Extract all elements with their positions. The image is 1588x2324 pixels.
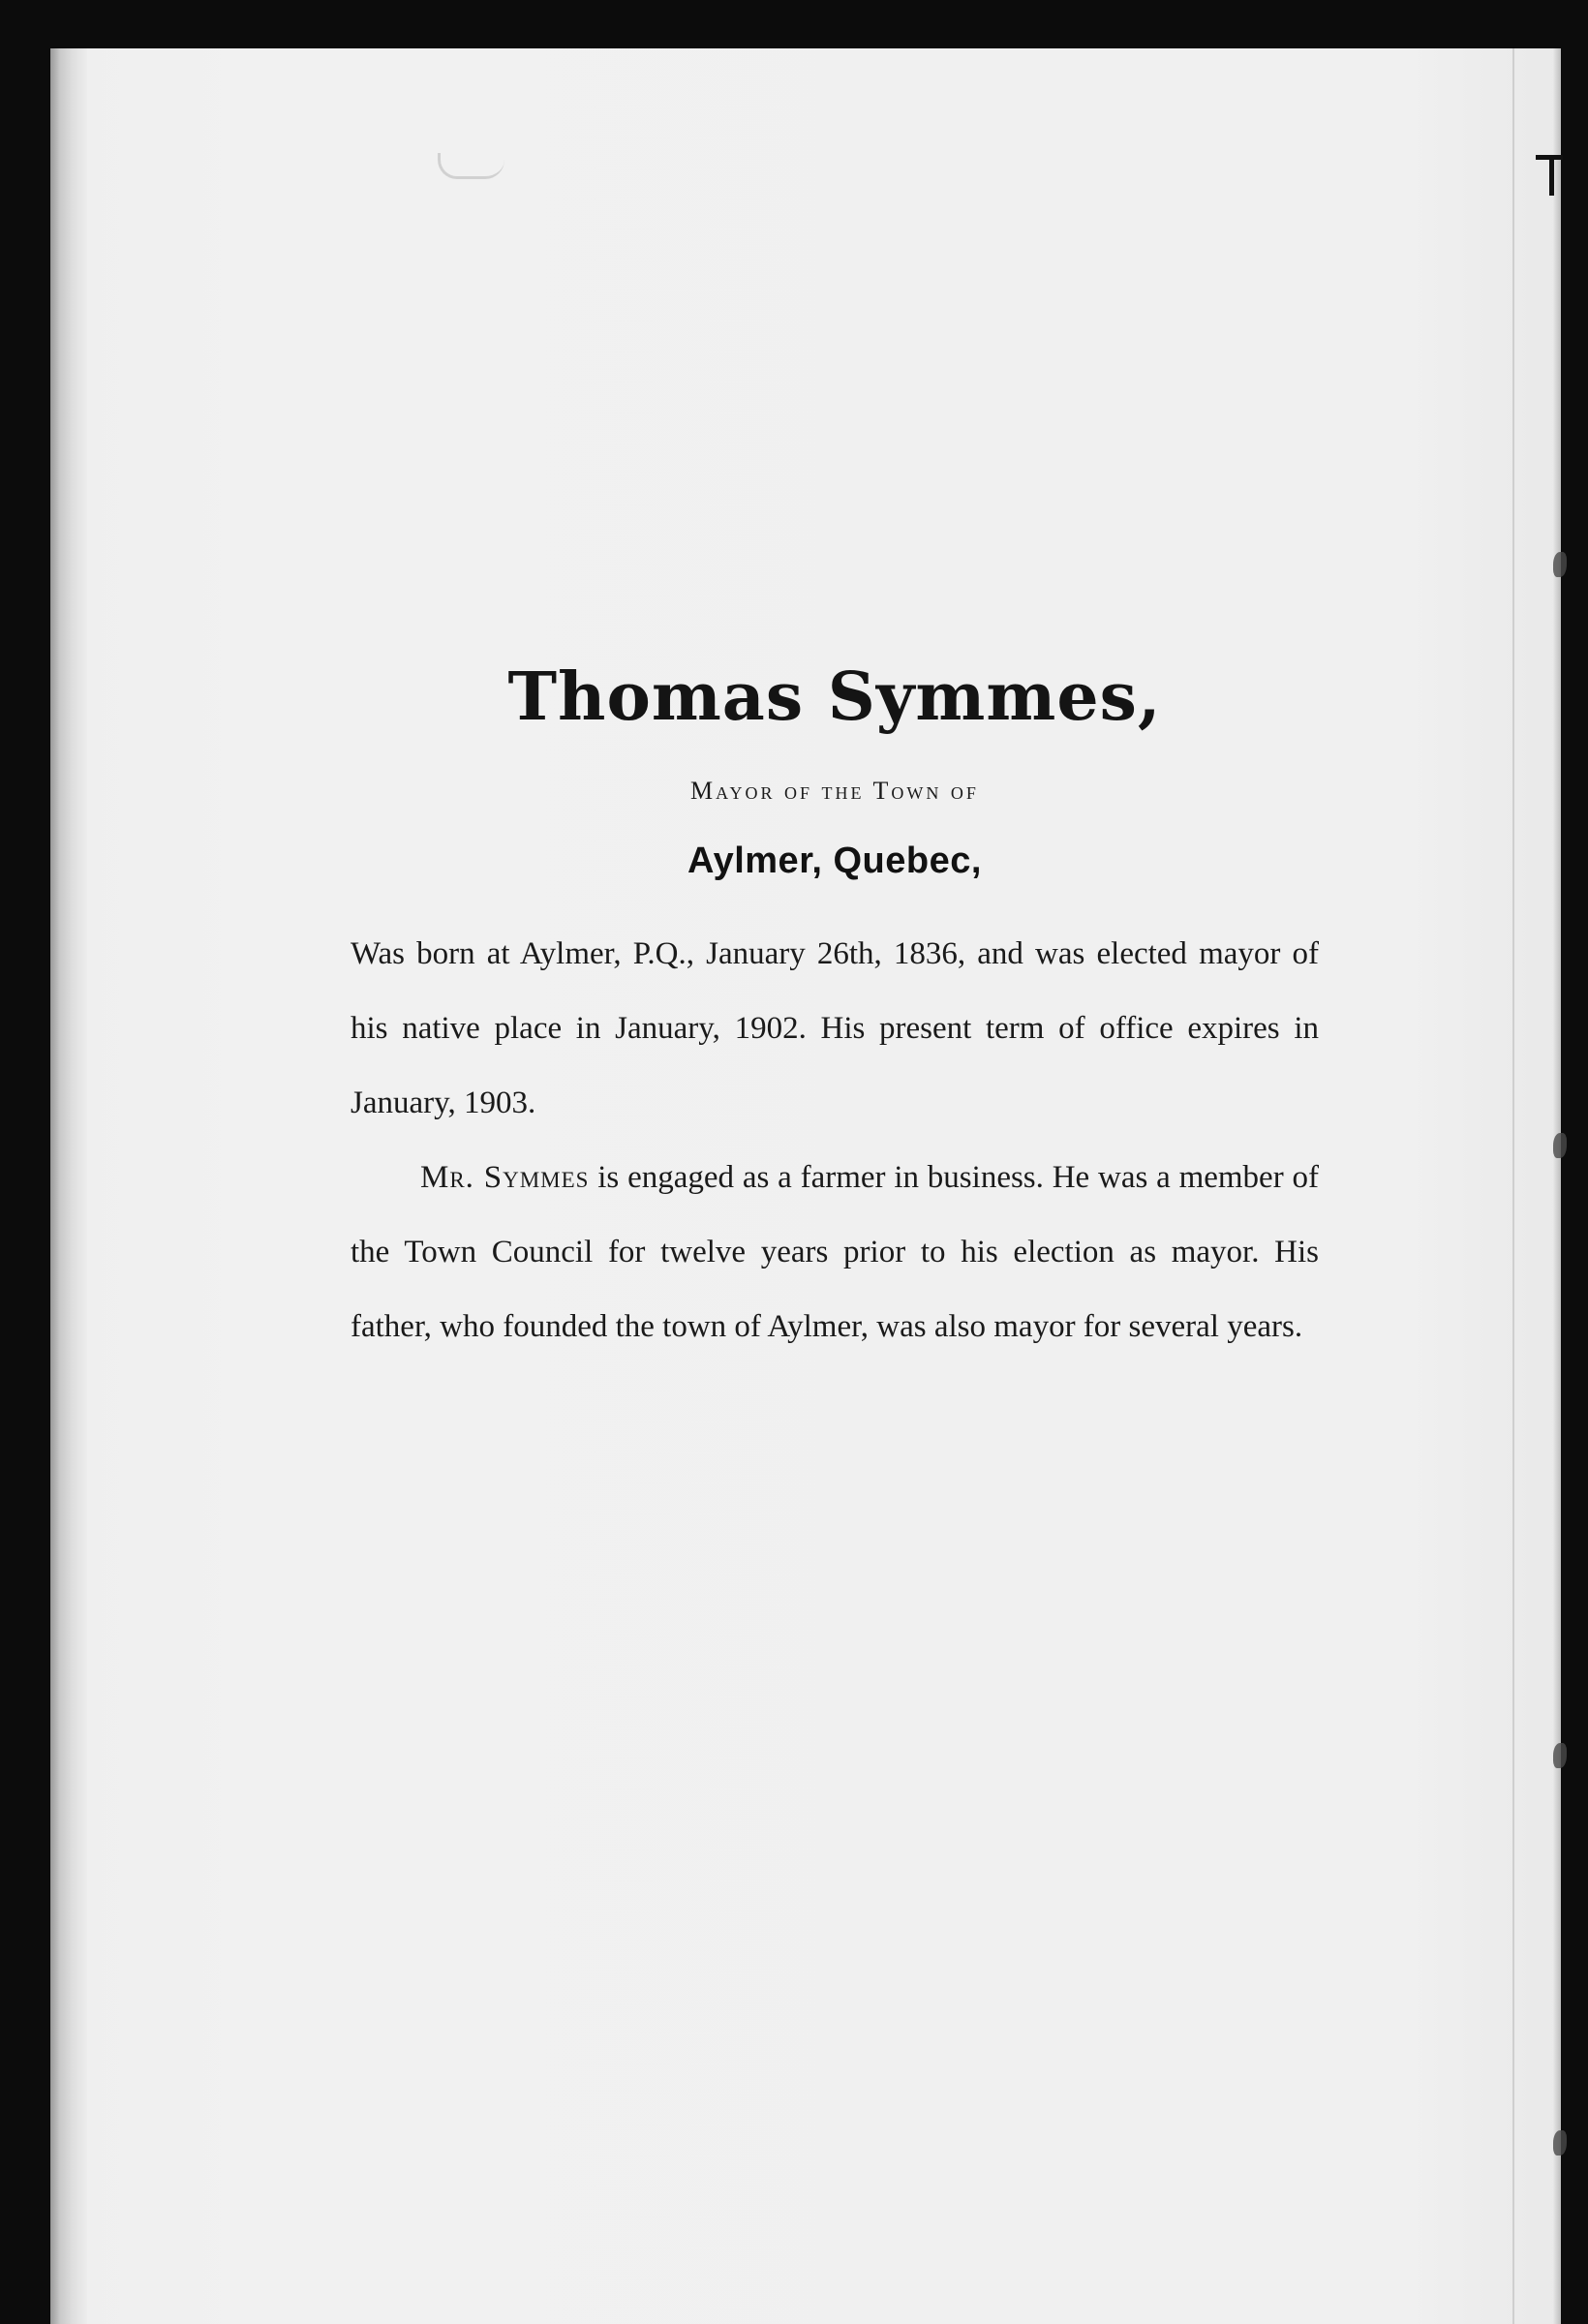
place-heading: Aylmer, Quebec, [687,840,982,881]
paragraph-2-lead: Mr. Symmes [420,1159,590,1195]
page-content [351,658,1319,1364]
page-left-edge [50,48,87,2324]
paragraph-2-rest: is engaged as a farmer in business. He was a member of the Town Council for twelve years prior to his election as mayor. His father, who founded the town of Aylmer, was also mayor for several years. [351,1159,1319,1344]
binding-mark-2 [1553,1133,1567,1158]
paragraph-1: Was born at Aylmer, P.Q., January 26th, 1836, and was elected mayor of his native place in January, 1902. His present term of office expires in January, 1903. [351,935,1319,1120]
page-title: Thomas Symmes, [507,658,1162,736]
page-smudge [438,153,504,179]
margin-t-mark [1536,155,1563,196]
page-right-edge [1553,48,1561,2324]
page-subtitle: Mayor of the Town of [690,776,979,805]
binding-mark-3 [1553,1743,1567,1768]
binding-mark-1 [1553,552,1567,577]
paragraph-2 [351,1141,1319,1364]
page-fold-line [1512,48,1514,2324]
binding-mark-4 [1553,2130,1567,2156]
